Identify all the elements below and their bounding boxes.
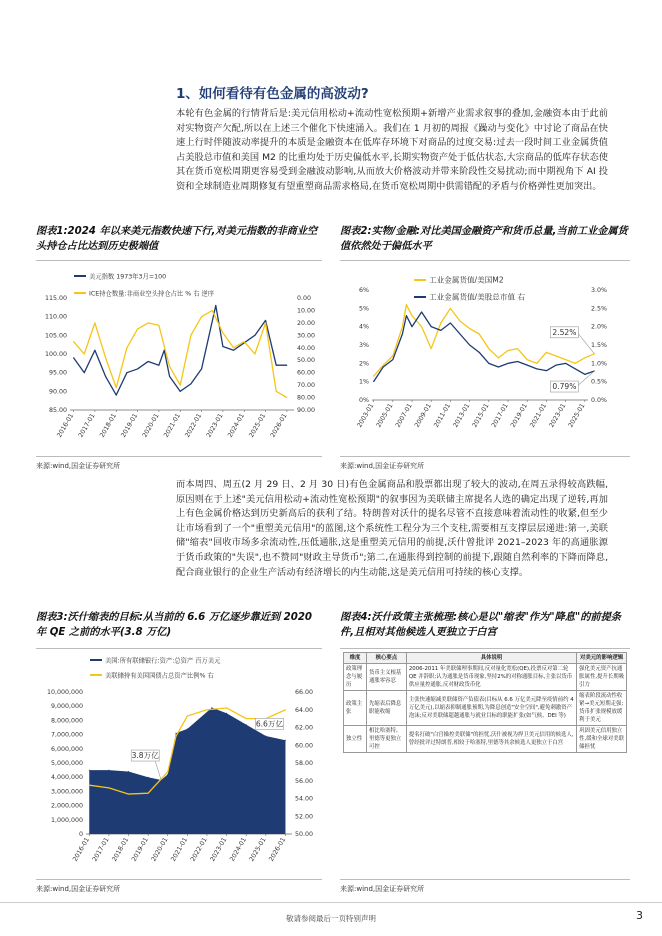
data-point-0 [536, 363, 537, 364]
data-point-0 [211, 707, 212, 708]
data-point-1 [565, 363, 566, 364]
annotation-label: 2.52% [552, 327, 577, 337]
y-tick-label-left: 5% [359, 305, 369, 313]
data-point-0 [412, 315, 413, 316]
series-line-0 [74, 305, 287, 395]
data-point-0 [488, 348, 489, 349]
data-point-0 [222, 346, 223, 347]
data-point-0 [226, 713, 227, 714]
fig3-source: 来源:wind,国金证券研究所 [36, 885, 121, 893]
data-point-1 [276, 391, 277, 392]
data-point-1 [402, 334, 403, 335]
data-point-0 [73, 357, 74, 358]
y-tick-label-left: 9,000,000 [50, 703, 83, 711]
y-tick-label-right: 10.00 [297, 307, 316, 315]
y-tick-label-left: 90.00 [48, 388, 67, 396]
data-point-1 [383, 367, 384, 368]
data-point-1 [285, 709, 286, 710]
data-point-1 [440, 330, 441, 331]
fig2-rule [340, 260, 630, 261]
data-point-0 [479, 334, 480, 335]
y-tick-label-left: 10,000,000 [46, 689, 83, 696]
x-tick-label: 2005-01 [375, 402, 395, 429]
table-row [344, 691, 627, 726]
y-tick-label-right: 0.0% [591, 397, 607, 404]
data-point-0 [89, 770, 90, 771]
fig3-title: 图表3:沃什缩表的目标:从当前的 6.6 万亿逐步靠近到 2020 年 QE 之前的水平(3.8 万亿) [36, 612, 313, 638]
data-point-0 [180, 391, 181, 392]
y-tick-label-right: 1.0% [591, 360, 607, 368]
x-tick-label: 2023-01 [209, 836, 229, 863]
data-point-1 [137, 329, 138, 330]
data-point-0 [148, 361, 149, 362]
data-point-1 [392, 359, 393, 360]
data-point-0 [164, 350, 165, 351]
y-tick-label-right: 30.00 [297, 332, 316, 340]
data-point-1 [254, 354, 255, 355]
table-cell: 巩固美元信用独立性,缓和全球对美联储担忧 [577, 726, 627, 753]
x-tick-label: 2020-01 [141, 412, 161, 439]
data-point-0 [373, 376, 374, 377]
data-point-0 [276, 365, 277, 366]
body-paragraph-1: 本轮有色金属的行情背后是:美元信用松动+流动性宽松预期+新增产业需求叙事的叠加,金融资本由于此前对实物资产欠配,所以在上述三个催化下快速涌入。我们在 1 月初的周报《躁动与变化》中讨论了商品在快速上行时伴随波动率提升的本质是金融资本在低库存环境下对商品的过度交易:过去一段时间工业金属货值占美股总市值和美国 M2 的比重均处于历史偏低水平,长期实物资产处于低估状态,大宗商品的低库存状态使其在货币宽松周期更容易受到金融波动影响,从而放大价格波动并带来阶段性交易扰动;而中期视角下 AI 投资和全球制造业周期修复有望重塑商品需求格局,在货币宽松周期中供需错配的矛盾与价格弹性更加突出。 [176, 108, 608, 192]
y-tick-label-right: 66.00 [295, 689, 314, 696]
fig4-rule [340, 648, 630, 649]
fig1-rule [36, 260, 322, 261]
fig4-source: 来源:wind,国金证券研究所 [340, 885, 425, 893]
fig1-bottom-rule [36, 456, 322, 457]
x-tick-label: 2017-01 [490, 402, 510, 429]
y-tick-label-left: 2% [359, 360, 369, 368]
y-tick-label-right: 60.00 [295, 742, 314, 750]
y-tick-label-right: 40.00 [297, 344, 316, 352]
data-point-1 [180, 385, 181, 386]
table-row [344, 664, 627, 691]
table-row [344, 726, 627, 753]
data-point-1 [158, 325, 159, 326]
data-point-0 [158, 365, 159, 366]
y-tick-label-left: 6% [359, 287, 369, 294]
data-point-1 [167, 771, 168, 772]
data-point-0 [254, 335, 255, 336]
data-point-0 [527, 359, 528, 360]
series-line-1 [374, 312, 595, 382]
x-tick-label: 2022-01 [184, 412, 204, 439]
x-tick-label: 2017-01 [77, 412, 97, 439]
data-point-0 [406, 304, 407, 305]
table-cell: 2006-2011 年美联储理事期间,反对量化宽松(QE),投票反对第二轮 QE 并辞职;认为通胀是货币现象,坚持2%的对称通胀目标,主张以货币供应量控通胀,反对财政货币化 [406, 664, 576, 691]
data-point-0 [402, 326, 403, 327]
y-tick-label-left: 115.00 [44, 295, 67, 302]
data-point-0 [137, 368, 138, 369]
legend-label: 美联储持有美国国债占总资产比例% 右 [105, 672, 214, 680]
data-point-0 [285, 740, 286, 741]
data-point-1 [498, 367, 499, 368]
data-point-0 [498, 357, 499, 358]
annotation-label: 3.8万亿 [131, 751, 159, 761]
data-point-1 [575, 368, 576, 369]
data-point-1 [265, 322, 266, 323]
y-tick-label-right: 2.0% [591, 323, 607, 331]
legend-label: 美元指数 1973年3月=100 [89, 273, 167, 281]
y-tick-label-left: 2,000,000 [50, 802, 83, 810]
fig4-header-cell: 核心要点 [366, 653, 406, 664]
x-tick-label: 2026-01 [267, 836, 288, 863]
y-tick-label-left: 1,000,000 [50, 816, 83, 824]
y-tick-label-right: 90.00 [297, 407, 316, 414]
x-tick-label: 2025-01 [248, 836, 268, 863]
x-tick-label: 2021-01 [162, 412, 182, 439]
x-tick-label: 2007-01 [394, 402, 414, 429]
fig4-bottom-rule [340, 879, 630, 880]
y-tick-label-left: 5,000,000 [50, 760, 83, 767]
body-paragraph-2: 而本周四、周五(2 月 29 日、2 月 30 日)有色金属商品和股票都出现了较大的波动,在周五录得较高跌幅,原因则在于上述"美元信用松动+流动性宽松预期"的叙事因为美联储主席提名人选的确定出现了逆转,再加上有色金属价格达到历史新高后的获利了结。特朗普对沃什的提名尽管不直接意味着流动性的收紧,但至少让市场看到了一个"重塑美元信用"的蓝图,这个系统性工程分为三个支柱,需要相互支撑层层递进:第一,美联储"缩表"回收市场多余流动性,压低通胀,这是重塑美元信用的前提,沃什曾批评 2021–2023 年的高通胀源于货币政策的"失误",也不赞同"财政主导货币";第二,在通胀得到控制的前提下,跟随自然利率的下降而降息,配合商业银行的企业生产活动有经济增长的内生动能,这是美元信用可持续的核心支撑。 [176, 479, 608, 578]
data-point-1 [450, 323, 451, 324]
x-tick-label: 2026-01 [269, 412, 289, 439]
data-point-1 [244, 341, 245, 342]
table-cell: 相比哈塞特、里德等更独立可控 [366, 726, 406, 753]
x-tick-label: 2018-01 [111, 836, 131, 863]
table-cell: 货币主义根基 通胀零容忍 [366, 664, 406, 691]
data-point-1 [222, 332, 223, 333]
data-point-0 [508, 350, 509, 351]
data-point-0 [286, 365, 287, 366]
data-point-0 [187, 728, 188, 729]
y-tick-label-left: 3% [359, 342, 369, 349]
x-tick-label: 2019-01 [130, 836, 150, 863]
data-point-1 [190, 335, 191, 336]
data-point-1 [94, 322, 95, 323]
y-tick-label-right: 50.00 [297, 357, 316, 365]
fig3-chart [36, 650, 324, 878]
x-tick-label: 2009-01 [413, 402, 433, 429]
y-tick-label-left: 105.00 [44, 332, 67, 340]
data-point-1 [373, 381, 374, 382]
data-point-0 [575, 363, 576, 364]
data-point-0 [128, 771, 129, 772]
x-tick-label: 2003-01 [356, 402, 376, 429]
data-point-0 [116, 395, 117, 396]
x-tick-label: 2019-01 [120, 412, 140, 439]
data-point-0 [431, 348, 432, 349]
x-tick-label: 2021-01 [169, 836, 190, 863]
x-tick-label: 2016-01 [56, 412, 76, 439]
x-tick-label: 2022-01 [189, 836, 209, 863]
y-tick-label-right: 54.00 [295, 795, 314, 803]
data-point-0 [148, 777, 149, 778]
fig2-title: 图表2:实物/金融:对比美国金融资产和货币总量,当前工业金属货值依然处于偏低水平 [340, 226, 628, 252]
fig4-header-cell: 具体说明 [406, 653, 576, 664]
data-point-1 [206, 709, 207, 710]
x-tick-label: 2023-01 [548, 402, 568, 429]
data-point-1 [469, 345, 470, 346]
annotation-label: 6.6万亿 [255, 719, 284, 729]
data-point-0 [565, 359, 566, 360]
x-tick-label: 2021-01 [528, 402, 549, 429]
y-tick-label-right: 80.00 [297, 394, 316, 402]
x-tick-label: 2024-01 [226, 412, 246, 439]
y-tick-label-left: 100.00 [44, 351, 67, 358]
table-cell: 提名打破"白宫操控美联储"的担忧,沃什被视为捍卫美元信用的候选人,曾经批评过特朗普,相较于哈塞特,里德等其余候选人更独立于白宫 [406, 726, 576, 753]
data-point-1 [556, 365, 557, 366]
y-tick-label-left: 85.00 [48, 407, 67, 414]
legend-label: ICE持仓数量:非商业空头持仓占比 % 右 逆序 [89, 290, 215, 298]
data-point-1 [421, 312, 422, 313]
fig2-chart [340, 262, 632, 454]
data-point-1 [175, 736, 176, 737]
footer-disclaimer: 敬请参阅最后一页特别声明 [286, 914, 376, 923]
fig1-chart [36, 262, 324, 454]
x-tick-label: 2019-01 [509, 402, 529, 429]
data-point-1 [187, 715, 188, 716]
x-tick-label: 2016-01 [71, 836, 92, 863]
data-point-1 [431, 326, 432, 327]
data-point-0 [84, 372, 85, 373]
fig4-header-cell: 维度 [344, 653, 367, 664]
fig1-title: 图表1:2024 年以来美元指数快速下行,对美元指数的非商业空头持仓占比达到历史极端值 [36, 226, 318, 252]
data-point-1 [412, 326, 413, 327]
x-tick-label: 2011-01 [432, 402, 453, 429]
x-tick-label: 2025-01 [567, 402, 587, 429]
data-point-1 [148, 322, 149, 323]
fig3-rule [36, 648, 322, 649]
y-tick-label-right: 60.00 [297, 369, 316, 377]
data-point-0 [215, 305, 216, 306]
y-tick-label-left: 4,000,000 [50, 774, 83, 782]
data-point-0 [517, 348, 518, 349]
data-point-1 [517, 361, 518, 362]
fig4-header-cell: 对美元的影响逻辑 [577, 653, 627, 664]
data-point-0 [584, 357, 585, 358]
data-point-0 [265, 736, 266, 737]
data-point-0 [450, 308, 451, 309]
table-cell: 主张快速缩减美联储资产负债表(目标从 6.6 万亿美元降至疫情前约 4 万亿美元),以缩表抑制通胀预期,为降息创造"安全空间",避免刺激资产泡沫;反对美联储超越通胀与就业目标的职能扩张(如气候、DEI 等) [406, 691, 576, 726]
y-tick-label-right: 2.5% [591, 305, 607, 313]
data-point-0 [175, 733, 176, 734]
x-tick-label: 2015-01 [471, 402, 491, 429]
data-point-1 [233, 347, 234, 348]
table-cell: 先缩表后降息 职能收缩 [366, 691, 406, 726]
y-tick-label-left: 3,000,000 [50, 788, 83, 796]
legend-label: 工业金属货值/美国M2 [429, 275, 504, 285]
data-point-0 [421, 326, 422, 327]
section-heading: 1、如何看待有色金属的高波动? [176, 86, 369, 102]
data-point-0 [440, 323, 441, 324]
y-tick-label-left: 8,000,000 [50, 717, 83, 725]
data-point-0 [167, 774, 168, 775]
data-point-1 [406, 315, 407, 316]
data-point-1 [212, 310, 213, 311]
data-point-0 [108, 770, 109, 771]
data-point-1 [128, 794, 129, 795]
data-point-0 [469, 328, 470, 329]
y-tick-label-left: 95.00 [48, 369, 67, 377]
x-tick-label: 2020-01 [150, 836, 170, 863]
table-cell: 独立性 [344, 726, 367, 753]
data-point-0 [460, 321, 461, 322]
annotation-label: 0.79% [552, 382, 577, 392]
data-point-0 [94, 350, 95, 351]
data-point-0 [105, 376, 106, 377]
data-point-0 [201, 368, 202, 369]
data-point-0 [126, 372, 127, 373]
table-cell: 强化美元资产抗通胀属性,提升长期吸引力 [577, 664, 627, 691]
x-tick-label: 2013-01 [452, 402, 472, 429]
data-point-1 [201, 316, 202, 317]
data-point-1 [527, 365, 528, 366]
data-point-0 [392, 356, 393, 357]
x-tick-label: 2024-01 [228, 836, 248, 863]
x-tick-label: 2018-01 [98, 412, 118, 439]
y-tick-label-left: 0 [78, 831, 83, 838]
y-tick-label-right: 0.00 [297, 295, 312, 302]
y-tick-label-right: 1.5% [591, 342, 607, 349]
data-point-0 [169, 376, 170, 377]
data-point-0 [383, 365, 384, 366]
data-point-1 [169, 366, 170, 367]
data-point-0 [190, 383, 191, 384]
data-point-1 [116, 387, 117, 388]
footer-rule [0, 902, 662, 903]
legend-label: 工业金属货值/美股总市值 右 [429, 292, 526, 302]
fig4-title: 图表4:沃什政策主张梳理:核心是以"缩表"作为"降息"的前提条件,且相对其他候选人更独立于白宫 [340, 612, 621, 638]
data-point-1 [73, 341, 74, 342]
y-tick-label-right: 70.00 [297, 382, 316, 390]
y-tick-label-left: 6,000,000 [50, 745, 83, 753]
y-tick-label-right: 20.00 [297, 319, 316, 327]
fig1-source: 来源:wind,国金证券研究所 [36, 462, 121, 470]
data-point-0 [246, 724, 247, 725]
y-tick-label-right: 3.0% [591, 287, 607, 294]
data-point-1 [84, 354, 85, 355]
data-point-1 [148, 793, 149, 794]
data-point-1 [108, 787, 109, 788]
fig3-bottom-rule [36, 879, 322, 880]
data-point-1 [105, 357, 106, 358]
data-point-1 [226, 707, 227, 708]
y-tick-label-right: 62.00 [295, 724, 314, 732]
y-tick-label-right: 0.5% [591, 378, 607, 386]
y-tick-label-left: 0% [359, 397, 369, 404]
x-tick-label: 2023-01 [205, 412, 225, 439]
data-point-0 [265, 320, 266, 321]
y-tick-label-left: 110.00 [44, 313, 67, 321]
annotation-pointer [155, 761, 161, 780]
data-point-1 [479, 352, 480, 353]
page-number: 3 [636, 909, 643, 922]
data-point-1 [546, 370, 547, 371]
y-tick-label-right: 50.00 [295, 831, 314, 838]
table-cell: 政策理念与履历 [344, 664, 367, 691]
data-point-1 [508, 363, 509, 364]
data-point-1 [126, 347, 127, 348]
data-point-0 [556, 356, 557, 357]
data-point-1 [584, 374, 585, 375]
data-point-1 [536, 368, 537, 369]
fig2-bottom-rule [340, 456, 630, 457]
table-cell: 缩表阶段流动性收紧→美元短期走强;货币扩张规模放缓利于美元 [577, 691, 627, 726]
data-point-1 [89, 785, 90, 786]
y-tick-label-right: 58.00 [295, 760, 314, 767]
fig4-header-row [344, 653, 627, 664]
data-point-0 [233, 350, 234, 351]
data-point-1 [246, 718, 247, 719]
y-tick-label-right: 64.00 [295, 706, 314, 714]
data-point-1 [488, 363, 489, 364]
data-point-0 [546, 352, 547, 353]
fig2-source: 来源:wind,国金证券研究所 [340, 462, 425, 470]
y-tick-label-left: 4% [359, 323, 369, 331]
legend-label: 美国:所有联储银行:资产:总资产 百万美元 [105, 657, 221, 665]
fig4-table-wrap [343, 652, 627, 753]
table-cell: 政策主张 [344, 691, 367, 726]
x-tick-label: 2025-01 [248, 412, 268, 439]
y-tick-label-left: 7,000,000 [50, 731, 83, 739]
x-tick-label: 2017-01 [91, 836, 111, 863]
data-point-1 [286, 397, 287, 398]
y-tick-label-right: 56.00 [295, 777, 314, 785]
y-tick-label-left: 1% [359, 378, 369, 386]
y-tick-label-right: 52.00 [295, 813, 314, 821]
data-point-1 [460, 334, 461, 335]
fig4-table [343, 652, 627, 753]
